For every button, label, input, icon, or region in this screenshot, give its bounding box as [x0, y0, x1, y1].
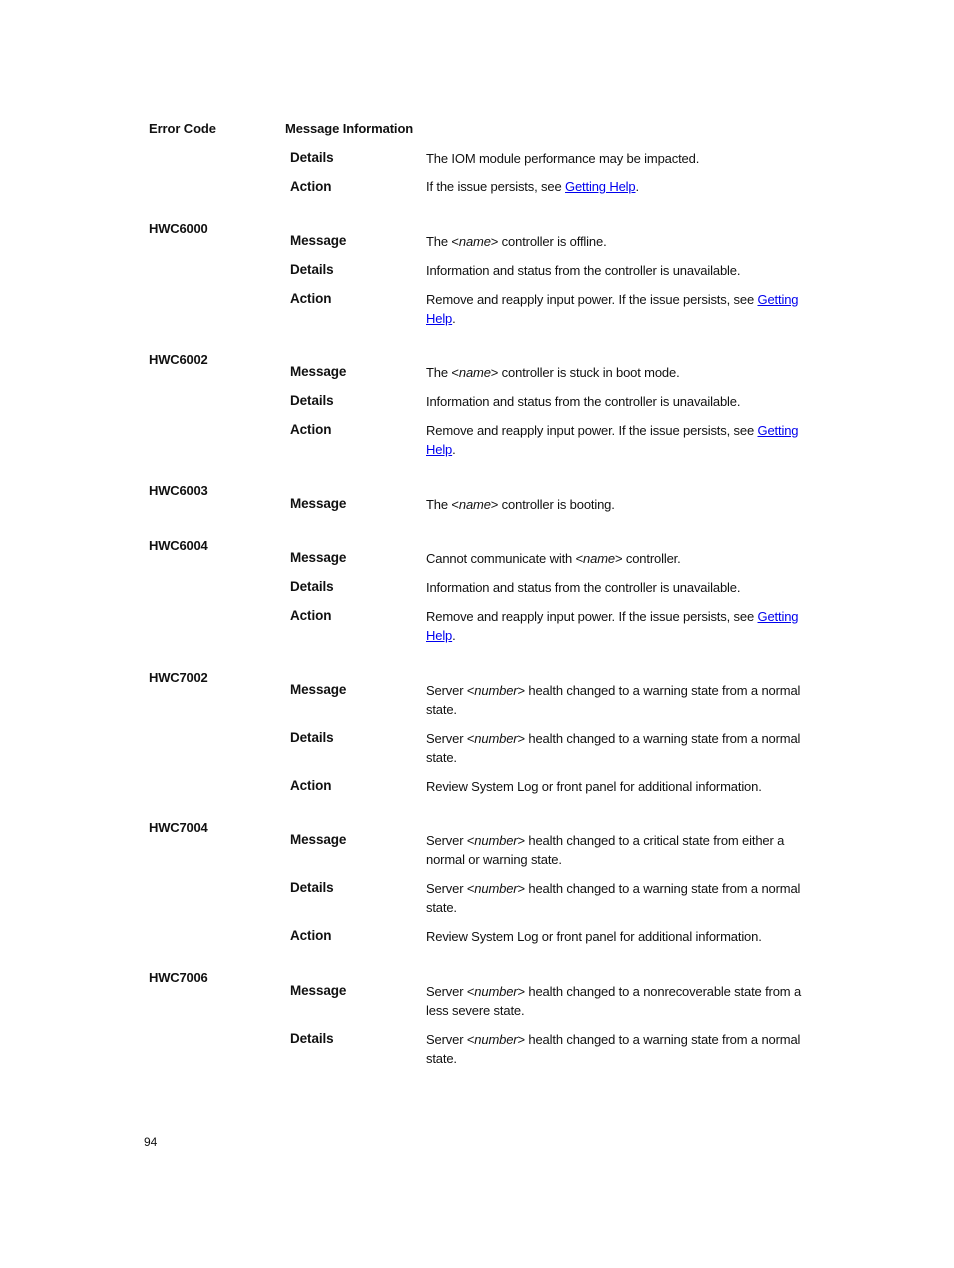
- error-code: HWC7006: [149, 970, 208, 985]
- error-code: HWC6000: [149, 221, 208, 236]
- action-label: Action: [290, 928, 332, 943]
- details-text: Server <number> health changed to a warning state from a normal state.: [426, 1032, 801, 1066]
- details-label: Details: [290, 579, 334, 594]
- getting-help-link[interactable]: Getting Help: [426, 292, 799, 326]
- action-label: Action: [290, 778, 332, 793]
- details-label: Details: [290, 393, 334, 408]
- column-header-error-code: Error Code: [149, 121, 216, 136]
- details-label: Details: [290, 1031, 334, 1046]
- error-code: HWC6002: [149, 352, 208, 367]
- getting-help-link[interactable]: Getting Help: [426, 609, 799, 643]
- action-text: Remove and reapply input power. If the issue persists, see Getting Help.: [426, 292, 799, 326]
- message-text: Server <number> health changed to a nonrecoverable state from a less severe state.: [426, 984, 802, 1018]
- details-text: Server <number> health changed to a warning state from a normal state.: [426, 881, 801, 915]
- action-text: If the issue persists, see Getting Help.: [426, 179, 639, 194]
- details-label: Details: [290, 880, 334, 895]
- details-text: Information and status from the controller is unavailable.: [426, 580, 741, 595]
- details-label: Details: [290, 150, 334, 165]
- action-text: Remove and reapply input power. If the issue persists, see Getting Help.: [426, 423, 799, 457]
- message-text: The <name> controller is stuck in boot mode.: [426, 365, 680, 380]
- action-label: Action: [290, 608, 332, 623]
- details-text: Information and status from the controller is unavailable.: [426, 263, 741, 278]
- details-text: Information and status from the controller is unavailable.: [426, 394, 741, 409]
- details-text: Server <number> health changed to a warning state from a normal state.: [426, 731, 801, 765]
- action-label: Action: [290, 179, 332, 194]
- message-label: Message: [290, 983, 347, 998]
- error-code: HWC6004: [149, 538, 208, 553]
- action-text: Review System Log or front panel for additional information.: [426, 929, 762, 944]
- message-label: Message: [290, 832, 347, 847]
- message-text: Cannot communicate with <name> controller.: [426, 551, 681, 566]
- getting-help-link[interactable]: Getting Help: [426, 423, 799, 457]
- action-text: Review System Log or front panel for additional information.: [426, 779, 762, 794]
- message-label: Message: [290, 233, 347, 248]
- message-text: The <name> controller is booting.: [426, 497, 615, 512]
- error-code: HWC7002: [149, 670, 208, 685]
- message-label: Message: [290, 550, 347, 565]
- getting-help-link[interactable]: Getting Help: [565, 179, 636, 194]
- details-label: Details: [290, 730, 334, 745]
- details-label: Details: [290, 262, 334, 277]
- action-text: Remove and reapply input power. If the issue persists, see Getting Help.: [426, 609, 799, 643]
- message-text: Server <number> health changed to a warning state from a normal state.: [426, 683, 801, 717]
- details-text: The IOM module performance may be impacted.: [426, 151, 700, 166]
- message-label: Message: [290, 496, 347, 511]
- action-label: Action: [290, 422, 332, 437]
- column-header-message-information: Message Information: [285, 121, 414, 136]
- action-label: Action: [290, 291, 332, 306]
- error-code: HWC6003: [149, 483, 208, 498]
- error-code: HWC7004: [149, 820, 208, 835]
- message-text: The <name> controller is offline.: [426, 234, 607, 249]
- message-label: Message: [290, 682, 347, 697]
- message-text: Server <number> health changed to a critical state from either a normal or warning state.: [426, 833, 785, 867]
- page-number: 94: [144, 1135, 158, 1149]
- message-label: Message: [290, 364, 347, 379]
